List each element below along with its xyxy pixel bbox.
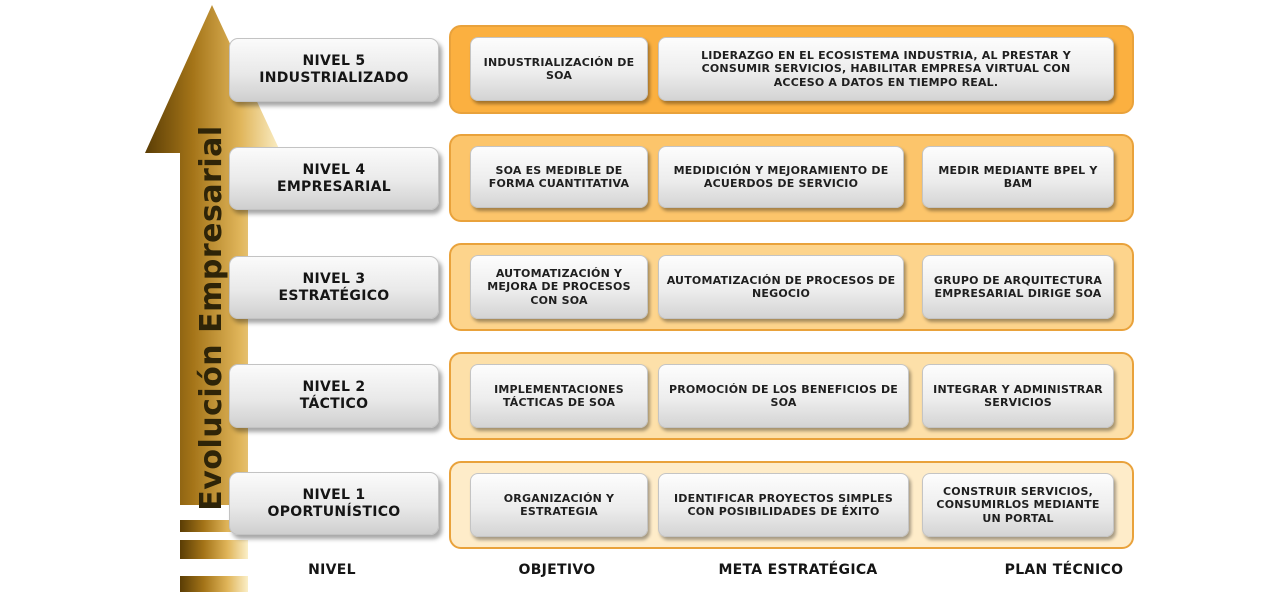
level-2-plan — [922, 364, 1114, 428]
level-4-meta — [658, 146, 904, 208]
level-2-meta-text: PROMOCIÓN DE LOS BENEFICIOS DE SOA — [668, 382, 899, 409]
level-5-band — [449, 25, 1134, 114]
level-4-number: NIVEL 4 — [302, 161, 366, 178]
level-1-name: OPORTUNÍSTICO — [267, 503, 401, 520]
level-2-objetivo — [470, 364, 648, 428]
level-3-meta — [658, 255, 904, 319]
level-1-number: NIVEL 1 — [302, 486, 366, 503]
level-1-band — [449, 461, 1134, 549]
level-3-objetivo-text: AUTOMATIZACIÓN Y MEJORA DE PROCESOS CON SOA — [487, 266, 631, 307]
level-2-objetivo-text: IMPLEMENTACIONES TÁCTICAS DE SOA — [494, 382, 624, 409]
arrow-stripe-3 — [180, 576, 248, 592]
level-4-objetivo — [470, 146, 648, 208]
level-4-meta-text: MEDIDICIÓN Y MEJORAMIENTO DE ACUERDOS DE SERVICIO — [673, 163, 889, 190]
arrow-label: Evolución Empresarial — [194, 125, 229, 511]
level-1-meta-text: IDENTIFICAR PROYECTOS SIMPLES CON POSIBILIDADES DE ÉXITO — [674, 491, 893, 518]
level-3-plan — [922, 255, 1114, 319]
level-3-name: ESTRATÉGICO — [278, 287, 390, 304]
level-1-objetivo — [470, 473, 648, 537]
level-1-box — [229, 472, 439, 535]
header-objetivo: OBJETIVO — [518, 562, 596, 578]
level-2-number: NIVEL 2 — [302, 379, 366, 395]
header-plan: PLAN TÉCNICO — [1004, 562, 1124, 578]
level-2-meta — [658, 364, 909, 428]
level-2-band — [449, 352, 1134, 440]
level-4-objetivo-text: SOA ES MEDIBLE DE FORMA CUANTITATIVA — [488, 163, 630, 190]
level-2-name: TÁCTICO — [299, 396, 369, 412]
level-3-plan-text: GRUPO DE ARQUITECTURA EMPRESARIAL DIRIGE SOA — [933, 273, 1103, 300]
level-4-name: EMPRESARIAL — [276, 178, 392, 195]
level-5-box — [229, 38, 439, 102]
level-5-number: NIVEL 5 — [302, 53, 366, 69]
header-meta: META ESTRATÉGICA — [718, 562, 878, 578]
level-1-objetivo-text: ORGANIZACIÓN Y ESTRATEGIA — [503, 491, 615, 518]
level-1-plan-text: CONSTRUIR SERVICIOS, CONSUMIRLOS MEDIANTE UN PORTAL — [936, 484, 1100, 525]
level-5-objetivo-text: INDUSTRIALIZACIÓN DE SOA — [483, 55, 635, 82]
level-1-meta — [658, 473, 909, 537]
level-1-plan — [922, 473, 1114, 537]
level-2-plan-text: INTEGRAR Y ADMINISTRAR SERVICIOS — [933, 382, 1103, 409]
level-4-plan-text: MEDIR MEDIANTE BPEL Y BAM — [938, 163, 1098, 190]
arrow-stripe-2 — [180, 540, 248, 559]
level-5-name: INDUSTRIALIZADO — [259, 70, 409, 86]
level-3-meta-text: AUTOMATIZACIÓN DE PROCESOS DE NEGOCIO — [666, 273, 896, 300]
level-3-band — [449, 243, 1134, 331]
level-4-plan — [922, 146, 1114, 208]
level-3-number: NIVEL 3 — [302, 270, 366, 287]
level-3-objetivo — [470, 255, 648, 319]
level-5-objetivo — [470, 37, 648, 101]
level-5-meta-plan — [658, 37, 1114, 101]
level-4-box — [229, 147, 439, 210]
level-2-box — [229, 364, 439, 428]
level-3-box — [229, 256, 439, 319]
header-nivel: NIVEL — [308, 562, 356, 578]
level-5-meta-plan-text: LIDERAZGO EN EL ECOSISTEMA INDUSTRIA, AL PRESTAR Y CONSUMIR SERVICIOS, HABILITAR EMPRESA VIRTUAL CON ACCESO A DATOS EN TIEMPO REAL. — [701, 48, 1071, 89]
level-4-band — [449, 134, 1134, 222]
